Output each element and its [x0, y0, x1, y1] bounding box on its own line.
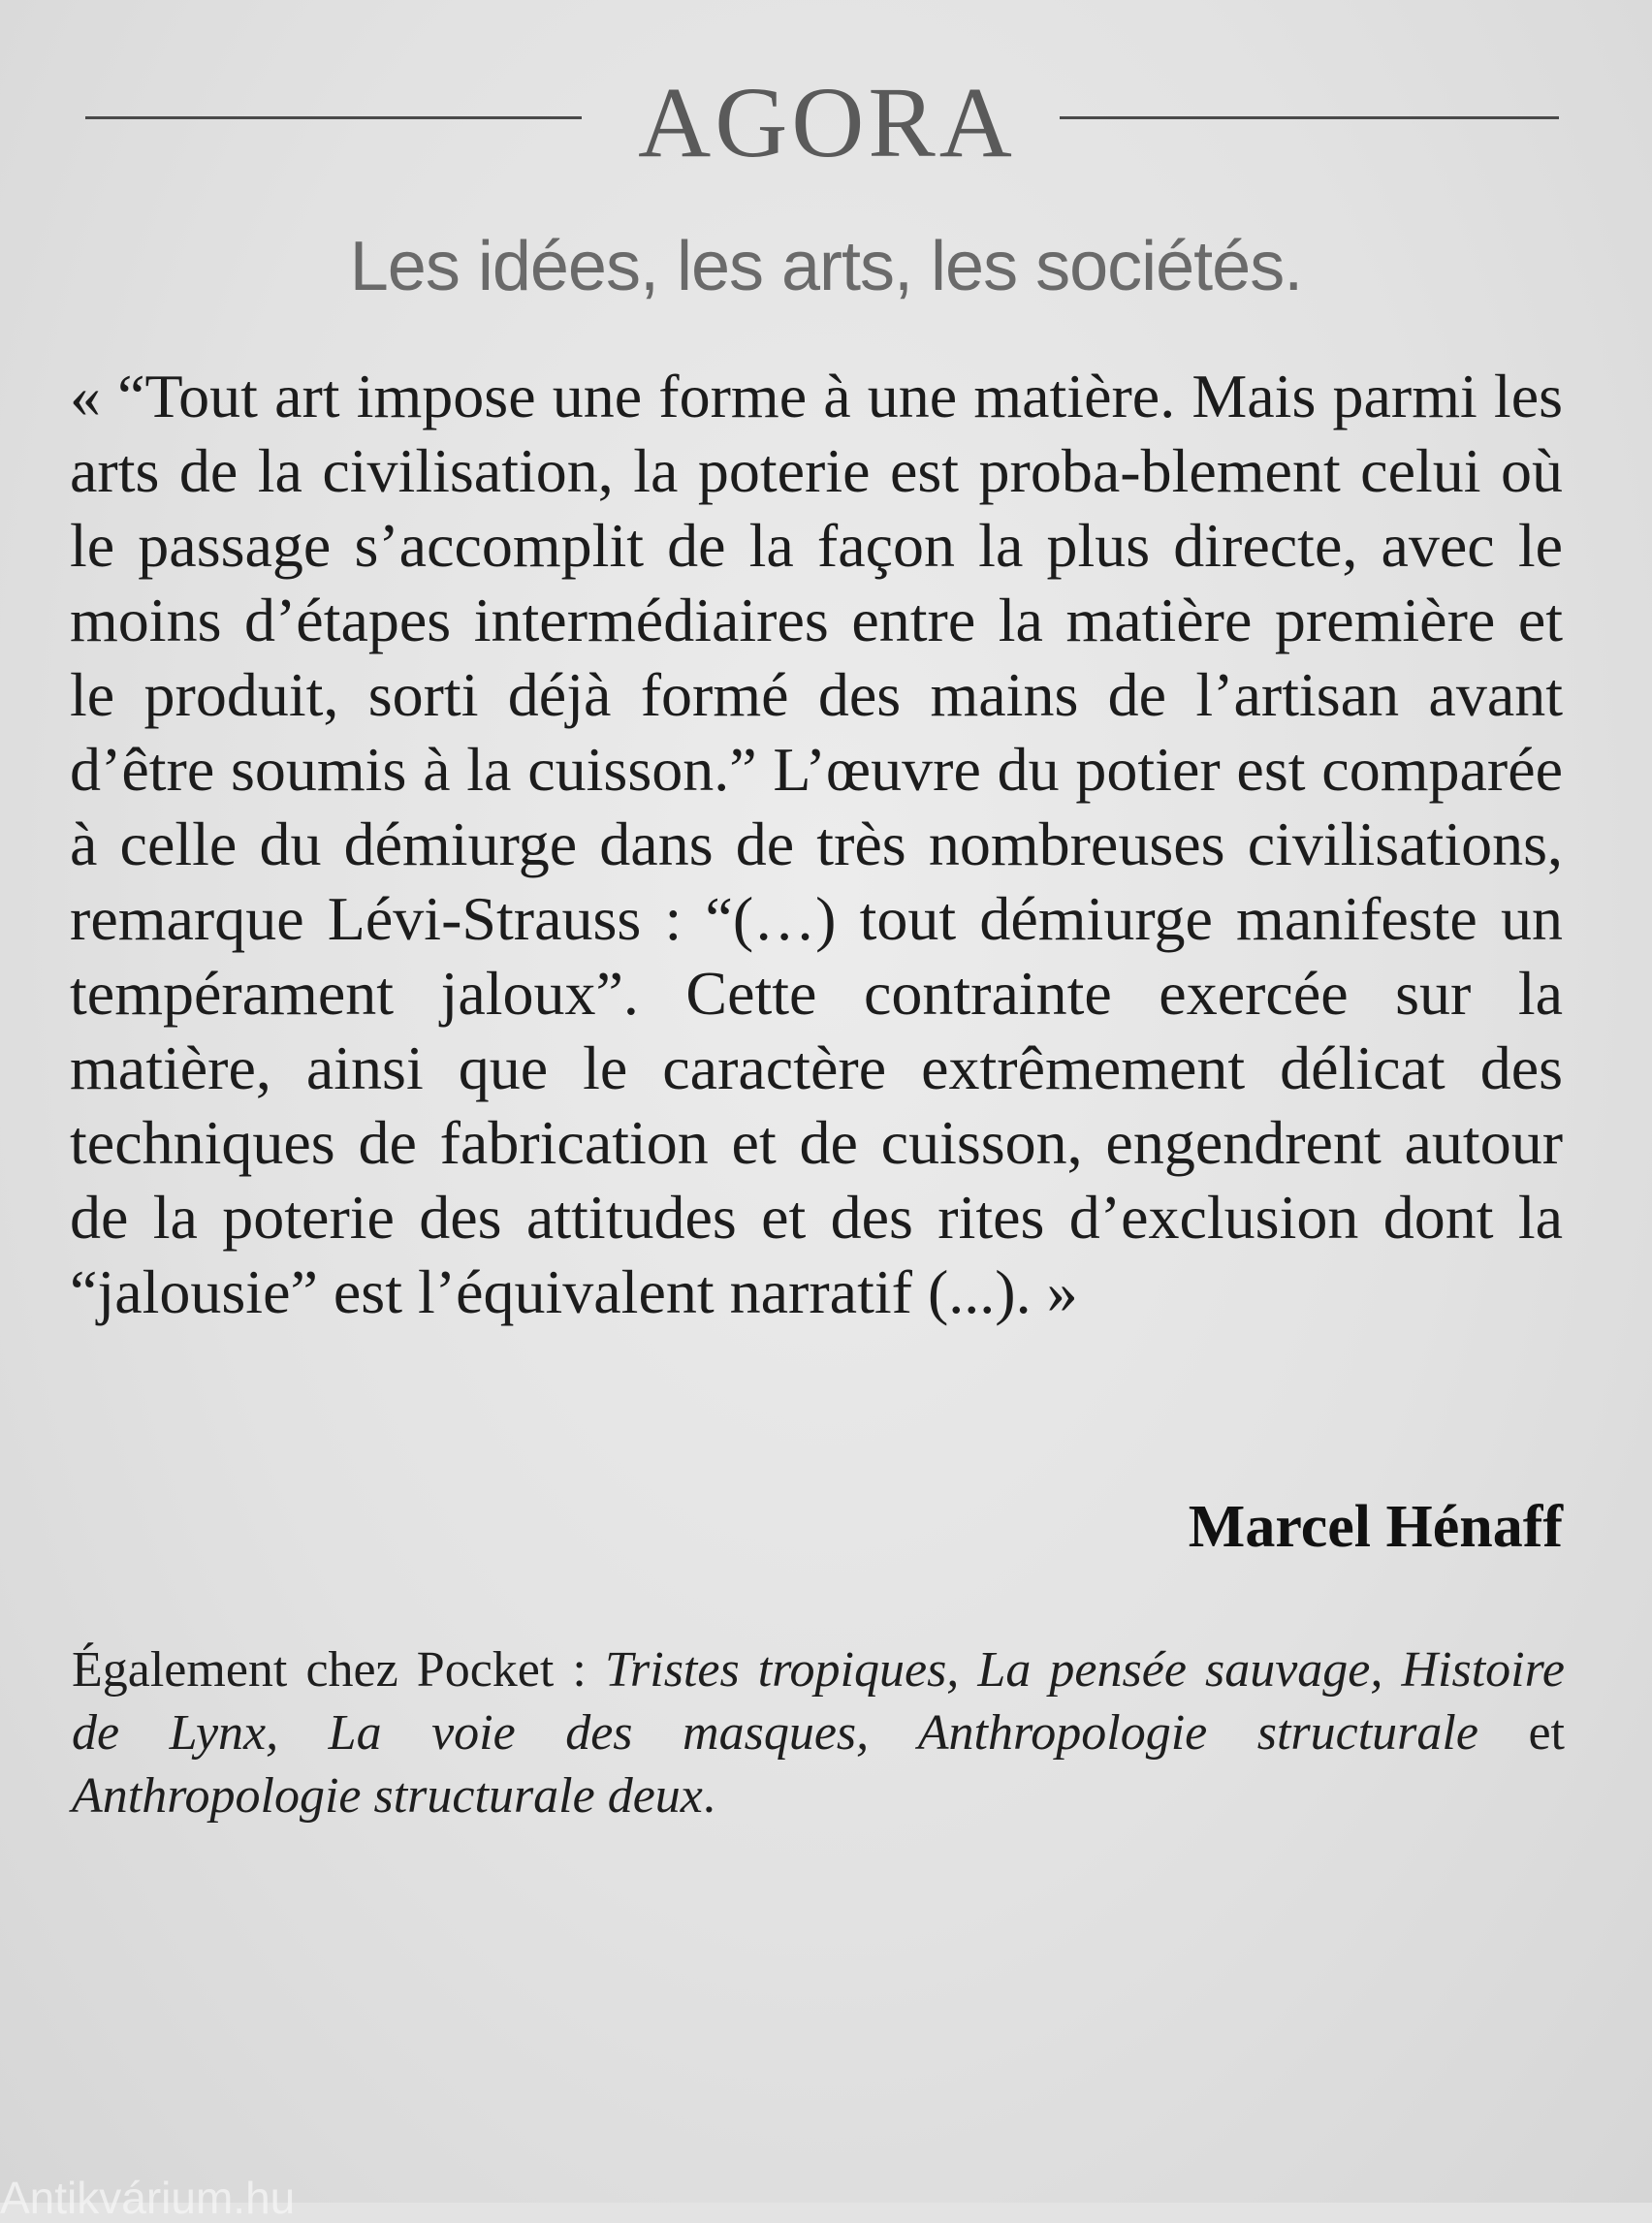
brand-header	[85, 67, 1559, 178]
header-rule-left	[85, 116, 582, 119]
also-conjunction: et	[1477, 1705, 1565, 1761]
quote-author: Marcel Hénaff	[1188, 1494, 1563, 1560]
header-rule-right	[1060, 116, 1559, 119]
quote-text: « “Tout art impose une forme à une matière. Mais parmi les arts de la civilisation, la poterie est proba-blement celui où le passage s’accomplit de la façon la plus directe, avec le moins d’étapes intermédiaires entre la matière première et le produit, sorti déjà formé des mains de l’artisan avant d’être soumis à la cuisson.” L’œuvre du potier est comparée à celle du démiurge dans de très nombreuses civilisations, remarque Lévi-Strauss : “(…) tout démiurge manifeste un tempérament jaloux”. Cette contrainte exercée sur la matière, ainsi que le caractère extrêmement délicat des techniques de fabrication et de cuisson, engendrent autour de la poterie des attitudes et des rites d’exclusion dont la “jalousie” est l’équivalent narratif (...). »	[70, 362, 1563, 1326]
watermark: Antikvárium.hu	[0, 2173, 296, 2223]
also-end: .	[702, 1768, 715, 1824]
also-available-note	[72, 1638, 1565, 1827]
series-tagline: Les idées, les arts, les sociétés.	[349, 228, 1303, 305]
also-last-title: Anthropologie structurale deux	[72, 1768, 703, 1824]
series-logo: AGORA	[638, 67, 1016, 178]
also-intro: Également chez Pocket :	[72, 1642, 605, 1698]
also-titles: Tristes tropiques, La pensée sauvage, Histoire de Lynx, La voie des masques, Anthropologie structurale	[72, 1642, 1566, 1761]
